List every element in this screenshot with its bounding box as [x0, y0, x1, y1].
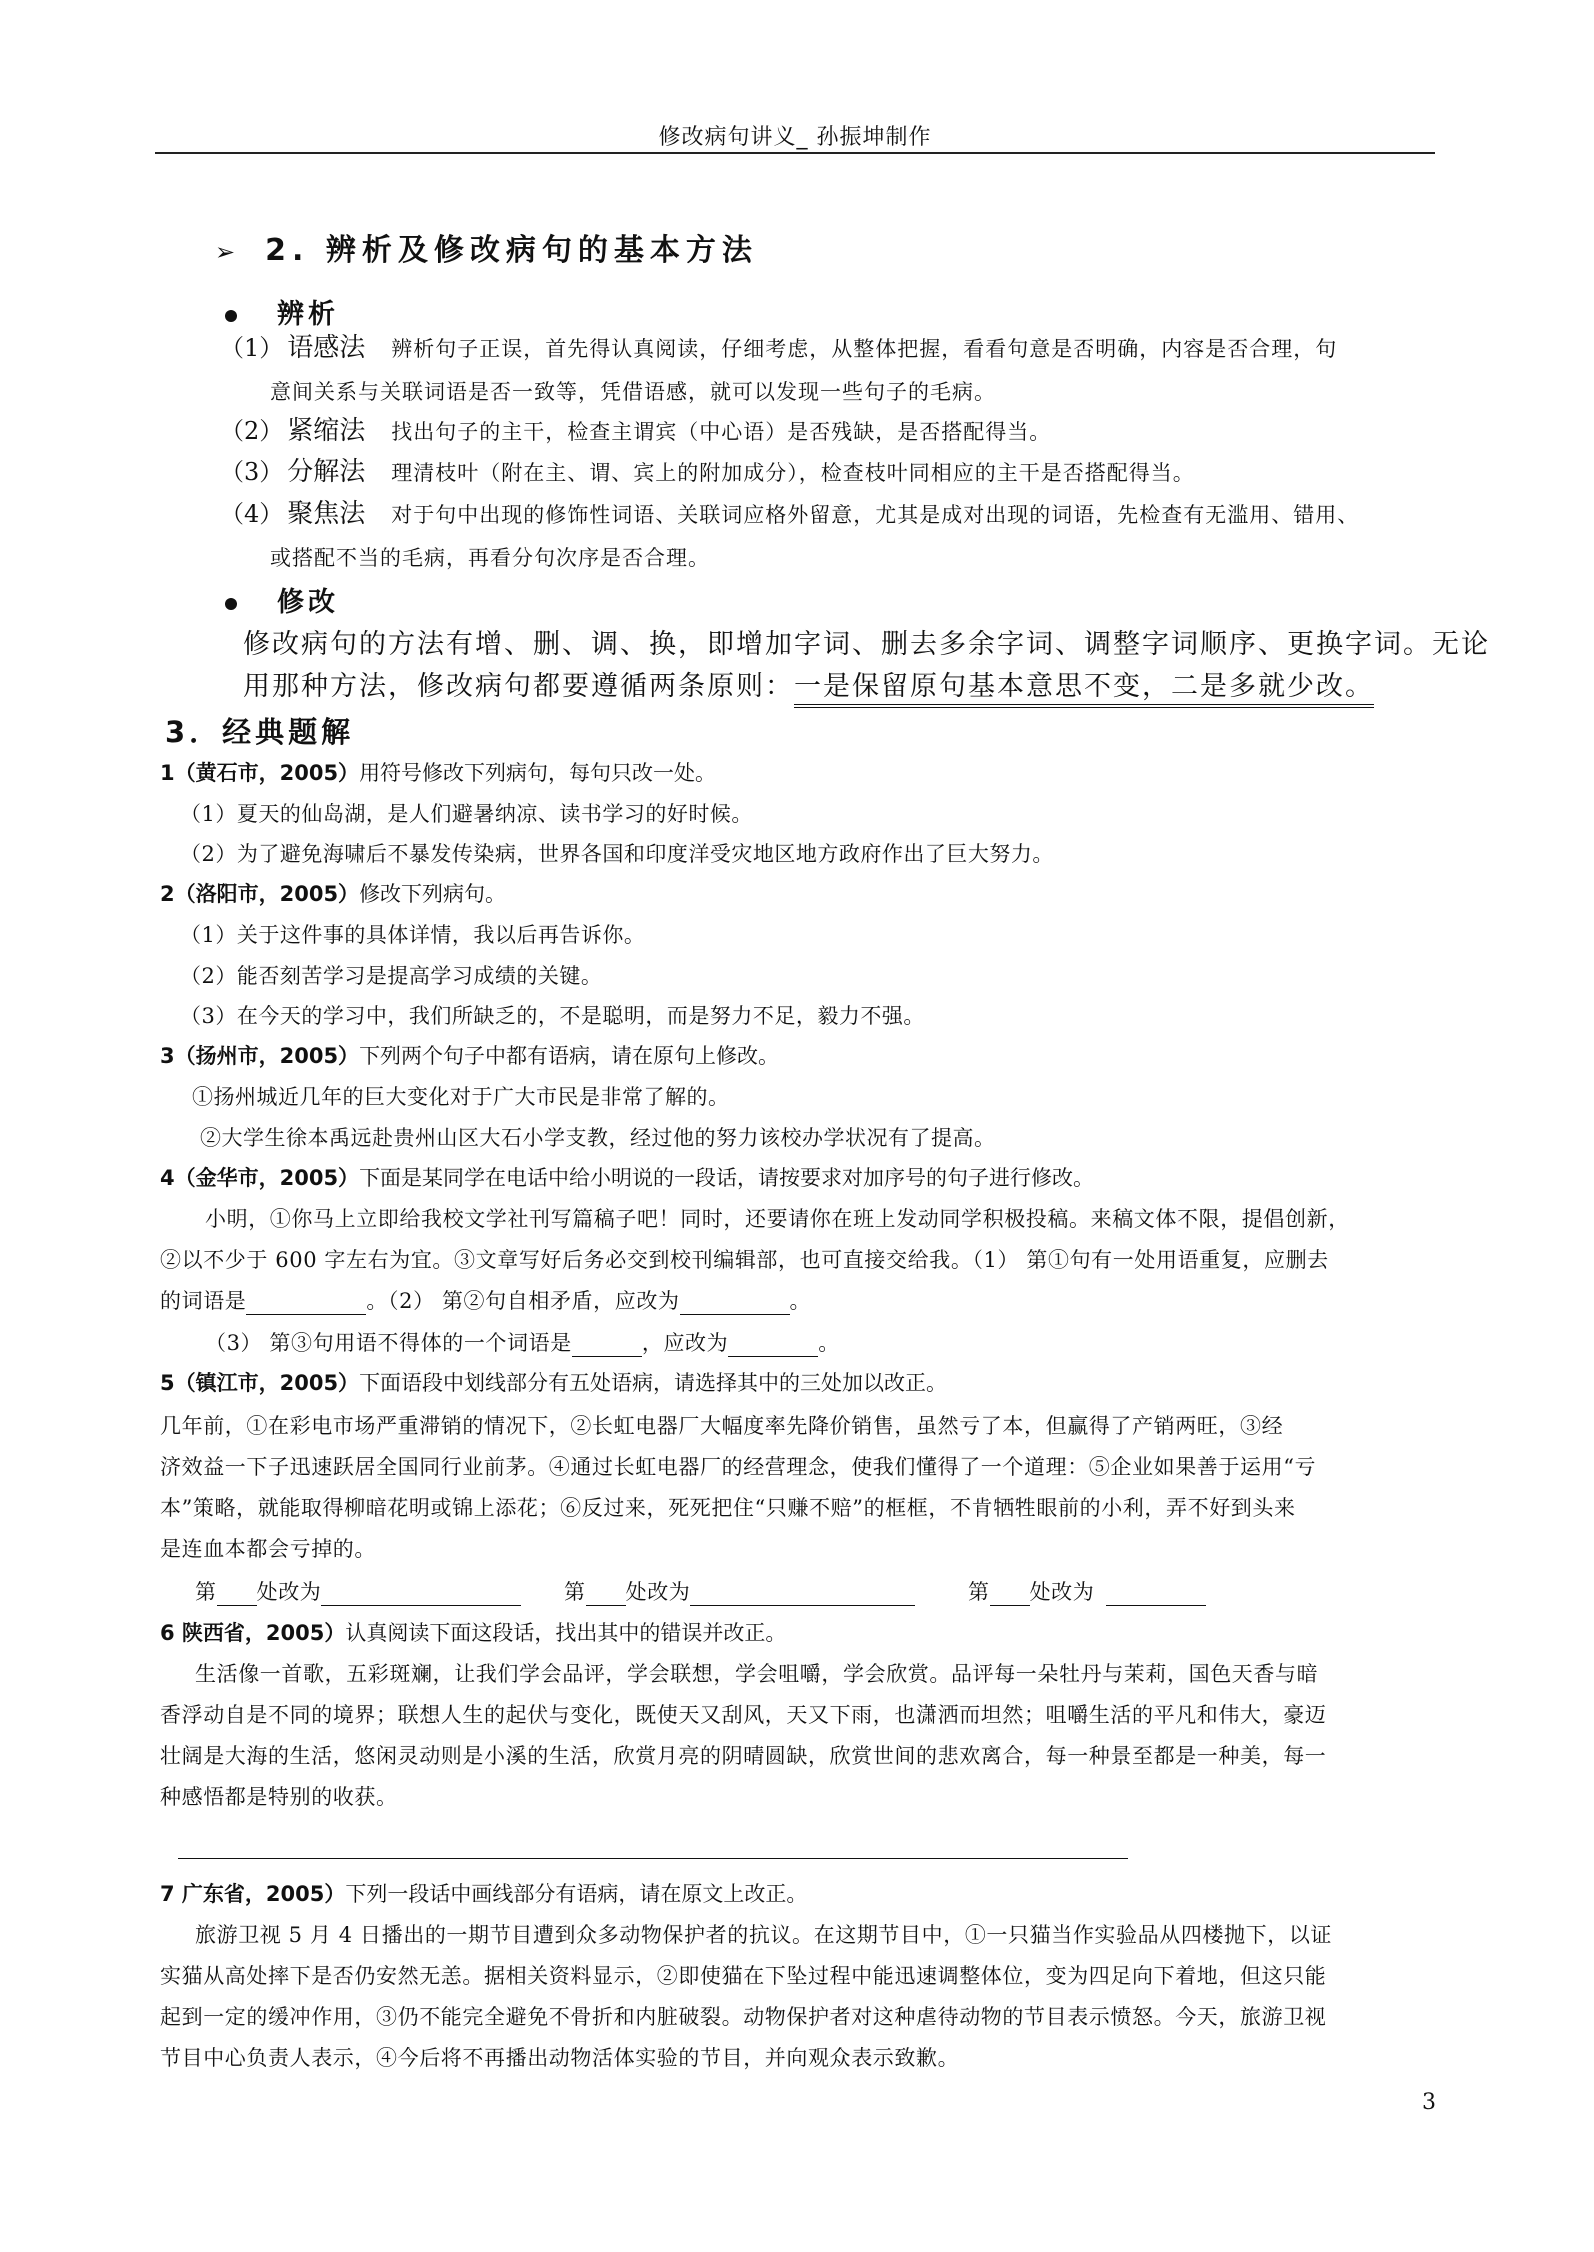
answer-blank[interactable] — [321, 1583, 521, 1606]
question-5-answer-row: 第 处改为 第 处改为 第 处改为 — [195, 1576, 1206, 1606]
method-item-1-cont: 意间关系与关联词语是否一致等，凭借语感，就可以发现一些句子的毛病。 — [270, 380, 996, 404]
question-6-line-3: 壮阔是大海的生活，悠闲灵动则是小溪的生活，欣赏月亮的阴晴圆缺，欣赏世间的悲欢离合，每一种景至都是一种美，每一 — [160, 1744, 1327, 1768]
question-3-title: 3（扬州市，2005）下列两个句子中都有语病，请在原句上修改。 — [160, 1044, 780, 1068]
answer-blank[interactable] — [217, 1583, 257, 1606]
section2-title-text: 2. 辨析及修改病句的基本方法 — [265, 233, 758, 268]
question-2-title: 2（洛阳市，2005）修改下列病句。 — [160, 882, 507, 906]
answer-blank[interactable] — [572, 1334, 642, 1357]
question-5-line-3: 本”策略，就能取得柳暗花明或锦上添花；⑥反过来，死死把住“只赚不赔”的框框，不肯牺牲眼前的小利，弄不好到头来 — [160, 1496, 1296, 1520]
question-4-line-1: 小明，①你马上立即给我校文学社刊写篇稿子吧！同时，还要请你在班上发动同学积极投稿。来稿文体不限，提倡创新， — [205, 1207, 1350, 1231]
bullet-dot-icon — [225, 598, 237, 610]
question-1-item-2: （2）为了避免海啸后不暴发传染病，世界各国和印度洋受灾地区地方政府作出了巨大努力。 — [180, 842, 1054, 866]
arrow-bullet-icon: ➢ — [215, 238, 242, 266]
answer-blank[interactable] — [246, 1292, 366, 1315]
method-item-4: （4） 聚焦法 对于句中出现的修饰性词语、关联词应格外留意，尤其是成对出现的词语，先检查有无滥用、错用、 — [220, 499, 1360, 529]
xiugai-line-1: 修改病句的方法有增、删、调、换，即增加字词、删去多余字词、调整字词顺序、更换字词。无论 — [243, 629, 1490, 660]
question-1-title: 1（黄石市，2005）用符号修改下列病句，每句只改一处。 — [160, 761, 717, 785]
page-number: 3 — [1422, 2090, 1436, 2115]
question-5-line-4: 是连血本都会亏掉的。 — [160, 1537, 376, 1561]
section2-title — [215, 225, 758, 269]
principle-emphasis: 一是保留原句基本意思不变，二是多就少改。 — [794, 671, 1374, 708]
question-5-title: 5（镇江市，2005）下面语段中划线部分有五处语病，请选择其中的三处加以改正。 — [160, 1371, 948, 1395]
question-7-line-3: 起到一定的缓冲作用，③仍不能完全避免不骨折和内脏破裂。动物保护者对这种虐待动物的节目表示愤怒。今天，旅游卫视 — [160, 2005, 1327, 2029]
method-item-2: （2） 紧缩法 找出句子的主干，检查主谓宾（中心语）是否残缺，是否搭配得当。 — [220, 416, 1052, 446]
answer-blank[interactable] — [728, 1334, 818, 1357]
answer-blank[interactable] — [680, 1292, 790, 1315]
question-7-line-4: 节目中心负责人表示，④今后将不再播出动物活体实验的节目，并向观众表示致歉。 — [160, 2046, 960, 2070]
question-3-item-1: ①扬州城近几年的巨大变化对于广大市民是非常了解的。 — [192, 1085, 730, 1109]
xiugai-line-2: 用那种方法，修改病句都要遵循两条原则：一是保留原句基本意思不变，二是多就少改。 — [243, 664, 1374, 703]
question-4-line-4: （3） 第③句用语不得体的一个词语是 ，应改为 。 — [205, 1331, 840, 1355]
method-item-4-cont: 或搭配不当的毛病，再看分句次序是否合理。 — [270, 546, 710, 570]
question-6-line-4: 种感悟都是特别的收获。 — [160, 1785, 398, 1809]
section3-title: 3．经典题解 — [165, 715, 355, 749]
question-4-line-2: ②以不少于 600 字左右为宜。③文章写好后务必交到校刊编辑部，也可直接交给我。（1） 第①句有一处用语重复，应删去 — [160, 1248, 1329, 1272]
method-item-3: （3） 分解法 理清枝叶（附在主、谓、宾上的附加成分），检查枝叶同相应的主干是否搭配得当。 — [220, 457, 1195, 487]
question-2-item-1: （1）关于这件事的具体详情，我以后再告诉你。 — [180, 923, 646, 947]
question-3-item-2: ②大学生徐本禹远赴贵州山区大石小学支教，经过他的努力该校办学状况有了提高。 — [200, 1126, 996, 1150]
bullet-dot-icon — [225, 310, 237, 322]
bianxi-heading: 辨析 — [225, 292, 339, 331]
method-item-1: （1） 语感法 辨析句子正误，首先得认真阅读，仔细考虑，从整体把握，看看句意是否明确，内容是否合理，句 — [220, 333, 1338, 363]
question-2-item-2: （2）能否刻苦学习是提高学习成绩的关键。 — [180, 964, 603, 988]
xiugai-heading: 修改 — [225, 580, 339, 619]
answer-line[interactable] — [178, 1858, 1128, 1859]
question-6-line-1: 生活像一首歌，五彩斑斓，让我们学会品评，学会联想，学会咀嚼，学会欣赏。品评每一朵牡丹与茉莉，国色天香与暗 — [195, 1662, 1319, 1686]
question-6-line-2: 香浮动自是不同的境界；联想人生的起伏与变化，既使天又刮风，天又下雨，也潇洒而坦然；咀嚼生活的平凡和伟大，豪迈 — [160, 1703, 1327, 1727]
answer-blank[interactable] — [990, 1583, 1030, 1606]
answer-blank[interactable] — [586, 1583, 626, 1606]
question-4-title: 4（金华市，2005）下面是某同学在电话中给小明说的一段话，请按要求对加序号的句子进行修改。 — [160, 1166, 1095, 1190]
question-7-line-2: 实猫从高处摔下是否仍安然无恙。据相关资料显示，②即使猫在下坠过程中能迅速调整体位，变为四足向下着地，但这只能 — [160, 1964, 1327, 1988]
question-7-title: 7 广东省，2005）下列一段话中画线部分有语病，请在原文上改正。 — [160, 1882, 808, 1906]
question-5-line-2: 济效益一下子迅速跃居全国同行业前茅。④通过长虹电器厂的经营理念，使我们懂得了一个道理：⑤企业如果善于运用“亏 — [160, 1455, 1317, 1479]
question-5-line-1: 几年前，①在彩电市场严重滞销的情况下，②长虹电器厂大幅度率先降价销售，虽然亏了本，但赢得了产销两旺，③经 — [160, 1414, 1284, 1438]
answer-blank[interactable] — [1106, 1583, 1206, 1606]
question-4-line-3: 的词语是 。（2） 第②句自相矛盾，应改为 。 — [160, 1289, 812, 1313]
question-1-item-1: （1）夏天的仙岛湖，是人们避暑纳凉、读书学习的好时候。 — [180, 802, 753, 826]
header-rule — [155, 152, 1435, 154]
question-2-item-3: （3）在今天的学习中，我们所缺乏的，不是聪明，而是努力不足，毅力不强。 — [180, 1004, 925, 1028]
question-6-title: 6 陕西省，2005）认真阅读下面这段话，找出其中的错误并改正。 — [160, 1621, 787, 1645]
answer-blank[interactable] — [690, 1583, 915, 1606]
question-7-line-1: 旅游卫视 5 月 4 日播出的一期节目遭到众多动物保护者的抗议。在这期节目中，①一只猫当作实验品从四楼抛下，以证 — [195, 1923, 1333, 1947]
running-header: 修改病句讲义_ 孙振坤制作 — [658, 125, 932, 150]
